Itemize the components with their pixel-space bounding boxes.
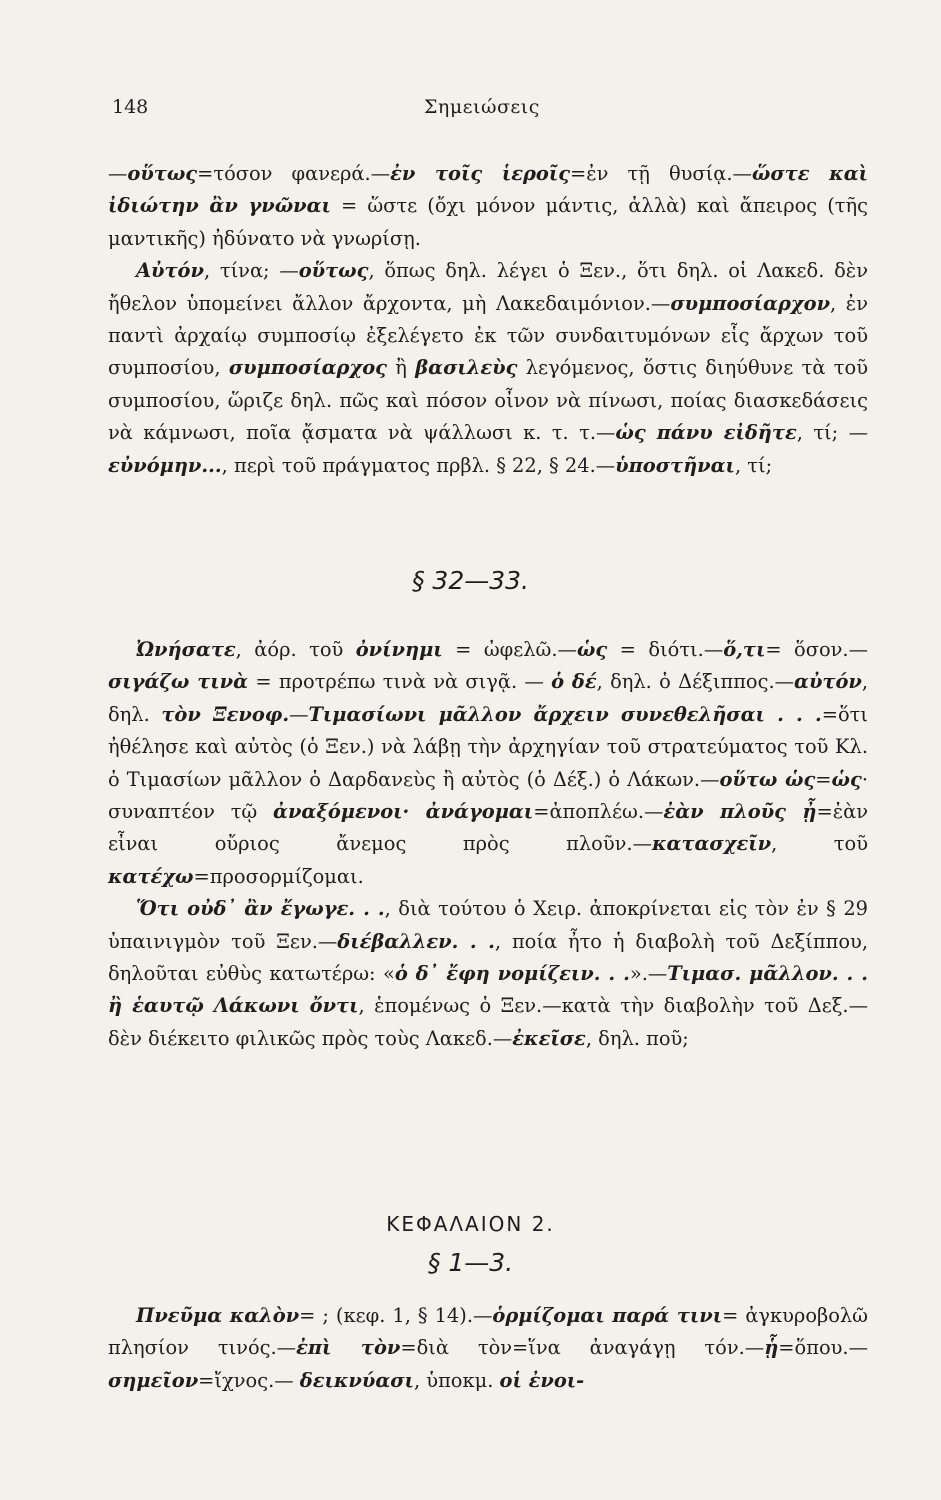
page-number: 148: [112, 96, 149, 118]
chapter-heading: ΚΕΦΑΛΑΙΟΝ 2.: [386, 1212, 555, 1236]
paragraph: Πνεῦμα καλὸν= ; (κεφ. 1, § 14).—ὁρμίζομαι παρά τινι= ἀγκυροβολῶ πλησίον τινός.—ἐπὶ τὸν=διὰ τὸν=ἵνα ἀναγάγῃ τόν.—ᾗ=ὅπου.—σημεῖον=ἴχνος.— δεικνύασι, ὑποκμ. οἱ ἐνοι-: [108, 1304, 868, 1392]
notes-block-2: [108, 634, 868, 1055]
notes-block-1: [108, 158, 868, 482]
paragraph: Ὠνήσατε, ἀόρ. τοῦ ὀνίνημι = ὠφελῶ.—ὡς = διότι.—ὅ,τι= ὅσον.—σιγάζω τινὰ = προτρέπω τινὰ νὰ σιγᾷ. — ὁ δέ, δηλ. ὁ Δέξιππος.—αὐτόν, δηλ. τὸν Ξενοφ.—Τιμασίωνι μᾶλλον ἄρχειν συνεθελῆσαι . . .=ὅτι ἠθέλησε καὶ αὐτὸς (ὁ Ξεν.) νὰ λάβῃ τὴν ἀρχηγίαν τοῦ στρατεύματος τοῦ Κλ. ὁ Τιμασίων μᾶλλον ὁ Δαρδανεὺς ἢ αὐτὸς (ὁ Δέξ.) ὁ Λάκων.—οὕτω ὡς=ὡς· συναπτέον τῷ ἀναξόμενοι· ἀνάγομαι=ἀποπλέω.—ἐὰν πλοῦς ᾖ=ἐὰν εἶναι οὔριος ἄνεμος πρὸς πλοῦν.—κατασχεῖν, τοῦ κατέχω=προσορμίζομαι.: [108, 638, 869, 888]
section-heading-1-3: § 1—3.: [427, 1248, 514, 1277]
paragraph: Αὐτόν, τίνα; —οὕτως, ὅπως δηλ. λέγει ὁ Ξεν., ὅτι δηλ. οἱ Λακεδ. δὲν ἤθελον ὑπομείνει ἄλλον ἄρχοντα, μὴ Λακεδαιμόνιον.—συμποσίαρχον, ἐν παντὶ ἀρχαίῳ συμποσίῳ ἐξελέγετο ἐκ τῶν συνδαιτυμόνων εἷς ἄρχων τοῦ συμποσίου, συμποσίαρχος ἢ βασιλεὺς λεγόμενος, ὅστις διηύθυνε τὰ τοῦ συμποσίου, ὥριζε δηλ. πῶς καὶ πόσον οἶνον νὰ πίνωσι, ποίας διασκεδάσεις νὰ κάμνωσι, ποῖα ᾄσματα νὰ ψάλλωσι κ. τ. τ.—ὡς πάνυ εἰδῆτε, τί; —εὐνόμην..., περὶ τοῦ πράγματος πρβλ. § 22, § 24.—ὑποστῆναι, τί;: [108, 259, 868, 477]
notes-block-3: [108, 1300, 868, 1397]
section-heading-32-33: § 32—33.: [411, 566, 530, 595]
paragraph: —οὕτως=τόσον φανερά.—ἐν τοῖς ἱεροῖς=ἐν τῇ θυσίᾳ.—ὥστε καὶ ἰδιώτην ἂν γνῶναι = ὥστε (ὄχι μόνον μάντις, ἀλλὰ) καὶ ἄπειρος (τῆς μαντικῆς) ἠδύνατο νὰ γνωρίσῃ.: [108, 162, 868, 250]
running-title: Σημειώσεις: [424, 96, 540, 118]
paragraph: Ὅτι οὐδ᾽ ἂν ἔγωγε. . ., διὰ τούτου ὁ Χειρ. ἀποκρίνεται εἰς τὸν ἐν § 29 ὑπαινιγμὸν τοῦ Ξεν.—διέβαλλεν. . ., ποία ἦτο ἡ διαβολὴ τοῦ Δεξίππου, δηλοῦται εὐθὺς κατωτέρω: «ὁ δ᾽ ἔφη νομίζειν. . .».—Τιμασ. μᾶλλον. . . ἢ ἑαυτῷ Λάκωνι ὄντι, ἑπομένως ὁ Ξεν.—κατὰ τὴν διαβολὴν τοῦ Δεξ.—δὲν διέκειτο φιλικῶς πρὸς τοὺς Λακεδ.—ἐκεῖσε, δηλ. ποῦ;: [108, 897, 868, 1050]
page-header: [112, 96, 872, 126]
